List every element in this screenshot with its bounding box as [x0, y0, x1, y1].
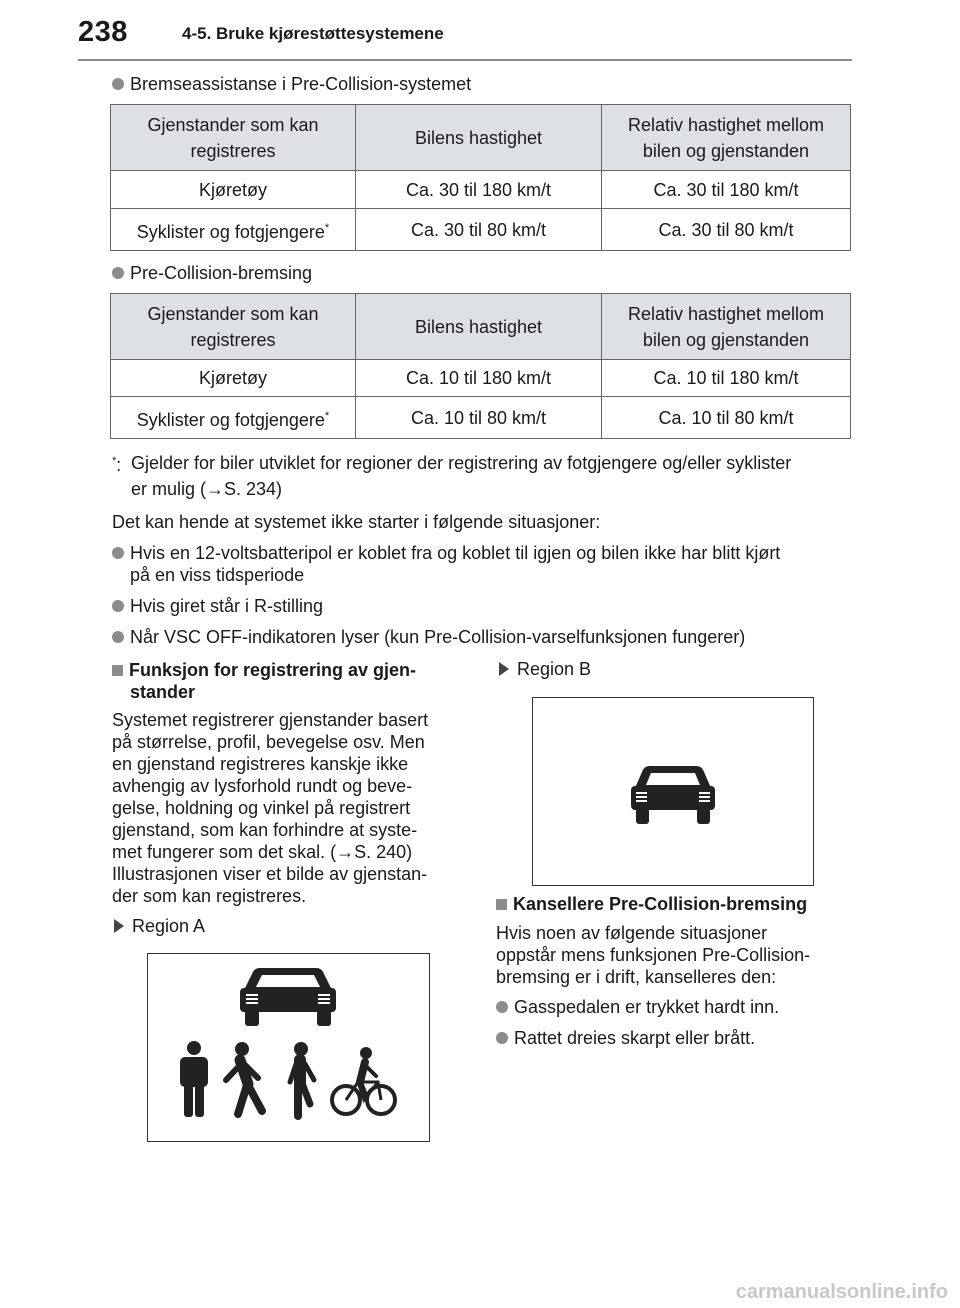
- text-line: Illustrasjonen viser et bilde av gjenstan-: [112, 864, 428, 884]
- situation-bullet-cont: på en viss tidsperiode: [130, 565, 305, 585]
- table-cell: Ca. 30 til 180 km/t: [602, 171, 851, 209]
- text-line: på størrelse, profil, bevegelse osv. Men: [112, 732, 425, 752]
- bullet-icon: [112, 547, 124, 559]
- header-cell: Bilens hastighet: [356, 105, 602, 171]
- cancel-bullet: Gasspedalen er trykket hardt inn.: [496, 996, 779, 1018]
- pedestrian-walking-icon: [226, 1042, 262, 1114]
- table-cell: Kjøretøy: [111, 360, 356, 397]
- square-bullet-icon: [496, 899, 507, 910]
- subsection-heading: Funksjon for registrering av gjen-: [112, 659, 416, 681]
- cancel-paragraph: [496, 922, 856, 988]
- car-icon: [631, 766, 715, 824]
- text-line: oppstår mens funksjonen Pre-Collision-: [496, 945, 811, 965]
- text-line: en gjenstand registreres kanskje ikke: [112, 754, 409, 774]
- table-cell: Syklister og fotgjengere*: [111, 397, 356, 439]
- pedestrian-side-icon: [290, 1042, 314, 1116]
- cancel-bullet: Rattet dreies skarpt eller brått.: [496, 1027, 755, 1049]
- table-cell: Kjøretøy: [111, 171, 356, 209]
- bullet-icon: [496, 1001, 508, 1013]
- table-cell: Syklister og fotgjengere*: [111, 209, 356, 251]
- header-cell: Relativ hastighet mellom bilen og gjenstanden: [602, 105, 851, 171]
- table-bremseassistanse: [110, 104, 851, 251]
- footnote-marker: *:: [112, 455, 122, 475]
- table-cell: Ca. 10 til 180 km/t: [602, 360, 851, 397]
- header-cell: Relativ hastighet mellom bilen og gjenstanden: [602, 294, 851, 360]
- page-number: 238: [78, 16, 128, 48]
- situation-bullet: Hvis giret står i R-stilling: [112, 595, 323, 617]
- subsection-heading: Kansellere Pre-Collision-bremsing: [496, 893, 807, 915]
- square-bullet-icon: [112, 665, 123, 676]
- header-cell: Gjenstander som kan registreres: [111, 294, 356, 360]
- situation-bullet: Hvis en 12-voltsbatteripol er koblet fra og koblet til igjen og bilen ikke har blitt kjørt: [112, 542, 780, 564]
- section1-title: Bremseassistanse i Pre-Collision-systemet: [112, 73, 471, 95]
- text-line: gjenstand, som kan forhindre at syste-: [112, 820, 418, 840]
- pedestrian-standing-icon: [180, 1041, 208, 1117]
- table-cell: Ca. 10 til 80 km/t: [356, 397, 602, 439]
- table-cell: Ca. 30 til 80 km/t: [356, 209, 602, 251]
- footnote-line1: Gjelder for biler utviklet for regioner der registrering av fotgjengere og/eller syklister: [131, 453, 792, 473]
- table-pre-collision-bremsing: [110, 293, 851, 439]
- cyclist-icon: [332, 1047, 395, 1114]
- car-icon: [240, 968, 336, 1026]
- text-line: Systemet registrerer gjenstander basert: [112, 710, 429, 730]
- text-line: met fungerer som det skal. (→S. 240): [112, 842, 413, 862]
- bullet-icon: [112, 267, 124, 279]
- bullet-icon: [112, 78, 124, 90]
- bullet-icon: [112, 631, 124, 643]
- text-line: Hvis noen av følgende situasjoner: [496, 923, 768, 943]
- bullet-icon: [496, 1032, 508, 1044]
- footnote-line2: er mulig (→S. 234): [131, 479, 283, 499]
- header-cell: Bilens hastighet: [356, 294, 602, 360]
- section2-title: Pre-Collision-bremsing: [112, 262, 312, 284]
- region-a-illustration: [147, 953, 430, 1142]
- situation-bullet: Når VSC OFF-indikatoren lyser (kun Pre-Collision-varselfunksjonen fungerer): [112, 626, 745, 648]
- bullet-icon: [112, 600, 124, 612]
- table-cell: Ca. 10 til 80 km/t: [602, 397, 851, 439]
- region-b-illustration: [532, 697, 814, 886]
- arrow-right-icon: [499, 662, 509, 676]
- header-cell: Gjenstander som kan registreres: [111, 105, 356, 171]
- description-paragraph: [112, 709, 472, 907]
- watermark: carmanualsonline.info: [735, 1281, 948, 1303]
- subsection-heading-cont: stander: [130, 682, 196, 702]
- table-cell: Ca. 10 til 180 km/t: [356, 360, 602, 397]
- text-line: avhengig av lysforhold rundt og beve-: [112, 776, 413, 796]
- text-line: gelse, holdning og vinkel på registrert: [112, 798, 411, 818]
- table-cell: Ca. 30 til 80 km/t: [602, 209, 851, 251]
- region-b-label: Region B: [499, 658, 591, 680]
- text-line: bremsing er i drift, kanselleres den:: [496, 967, 777, 987]
- arrow-right-icon: [114, 919, 124, 933]
- region-a-label: Region A: [114, 915, 205, 937]
- text-line: der som kan registreres.: [112, 886, 307, 906]
- header-rule: [78, 59, 852, 61]
- chapter-title: 4-5. Bruke kjørestøttesystemene: [182, 24, 444, 43]
- table-cell: Ca. 30 til 180 km/t: [356, 171, 602, 209]
- intro-text: Det kan hende at systemet ikke starter i følgende situasjoner:: [112, 512, 601, 532]
